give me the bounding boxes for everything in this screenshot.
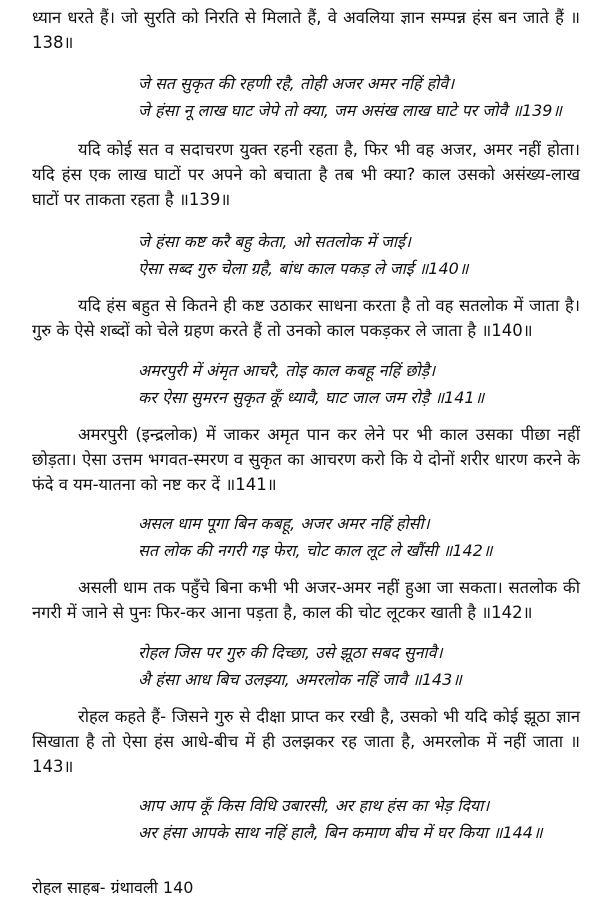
verse-line: सत लोक की नगरी गइ फेरा, चोट काल लूट ले खौंसी ॥142॥ bbox=[138, 541, 493, 560]
verse-block bbox=[138, 792, 588, 846]
verse-block bbox=[138, 357, 588, 411]
paragraph-text: यदि हंस बहुत से कितने ही कष्ट उठाकर साधना करता है तो वह सतलोक में जाता है। गुरु के ऐसे शब्दों को चेले ग्रहण करते हैं तो उनको काल पकड़कर ले जाता है ॥140॥ bbox=[32, 296, 580, 340]
paragraph-text: ध्यान धरते हैं। जो सुरति को निरति से मिलाते हैं, वे अवलिया ज्ञान सम्पन्न हंस बन जाते हैं ॥138॥ bbox=[32, 8, 580, 52]
verse-line: आप आप कूँ किस विधि उबारसी, अर हाथ हंस का भेड़ दिया। bbox=[138, 796, 490, 815]
prose-paragraph bbox=[32, 422, 580, 497]
verse-line: अै हंसा आध बिच उलझ्या, अमरलोक नहिं जावै ॥143॥ bbox=[138, 670, 462, 689]
verse-line: कर ऐसा सुमरन सुकृत कूँ ध्यावै, घाट जाल जम रोड़ै ॥141॥ bbox=[138, 388, 485, 407]
verse-line: जे हंसा नू लाख घाट जेपे तो क्या, जम असंख लाख घाटे पर जोवै ॥139॥ bbox=[138, 101, 563, 120]
paragraph-text: यदि कोई सत व सदाचरण युक्त रहनी रहता है, फिर भी वह अजर, अमर नहीं होता। यदि हंस एक लाख घाटों पर अपने को बचाता है तब भी क्या? काल उसको असंख्य-लाख घाटों पर ताकता रहता है ॥139॥ bbox=[32, 140, 580, 209]
prose-paragraph bbox=[32, 5, 580, 55]
prose-paragraph bbox=[32, 575, 580, 625]
verse-line: असल धाम पूगा बिन कबहू, अजर अमर नहिं होसी। bbox=[138, 514, 430, 533]
verse-block bbox=[138, 639, 588, 693]
prose-paragraph bbox=[32, 137, 580, 212]
page-footer: रोहल साहब- ग्रंथावली 140 bbox=[32, 878, 194, 897]
paragraph-text: रोहल कहते हैं- जिसने गुरु से दीक्षा प्राप्त कर रखी है, उसको भी यदि कोई झूठा ज्ञान सिखाता है तो ऐसा हंस आधे-बीच में ही उलझकर रह जाता है, अमरलोक में नहीं जाता ॥143॥ bbox=[32, 707, 580, 776]
verse-line: जे सत सुकृत की रहणी रहै, तोही अजर अमर नहिं होवै। bbox=[138, 74, 455, 93]
prose-paragraph bbox=[32, 704, 580, 779]
verse-block bbox=[138, 228, 588, 282]
verse-block bbox=[138, 510, 588, 564]
verse-line: ऐसा सब्द गुरु चेला ग्रहै, बांध काल पकड़ ले जाई ॥140॥ bbox=[138, 259, 469, 278]
verse-block bbox=[138, 70, 588, 124]
prose-paragraph bbox=[32, 293, 580, 343]
paragraph-text: असली धाम तक पहुँचे बिना कभी भी अजर-अमर नहीं हुआ जा सकता। सतलोक की नगरी में जाने से पुनः फिर-कर आना पड़ता है, काल की चोट लूटकर खाती है ॥142॥ bbox=[32, 578, 580, 622]
verse-line: अमरपुरी में अंमृत आचरै, तोइ काल कबहू नहिं छोड़ै। bbox=[138, 361, 436, 380]
verse-line: जे हंसा कष्ट करै बहु केता, ओ सतलोक में जाई। bbox=[138, 232, 411, 251]
paragraph-text: अमरपुरी (इन्द्रलोक) में जाकर अमृत पान कर लेने पर भी काल उसका पीछा नहीं छोड़ता। ऐसा उत्तम भगवत-स्मरण व सुकृत का आचरण करो कि ये दोनों शरीर धारण करने के फंदे व यम-यातना को नष्ट कर दें ॥141॥ bbox=[32, 425, 580, 494]
verse-line: अर हंसा आपके साथ नहिं हालै, बिन कमाण बीच में घर किया ॥144॥ bbox=[138, 823, 543, 842]
verse-line: रोहल जिस पर गुरु की दिच्छा, उसे झूठा सबद सुनावै। bbox=[138, 643, 443, 662]
